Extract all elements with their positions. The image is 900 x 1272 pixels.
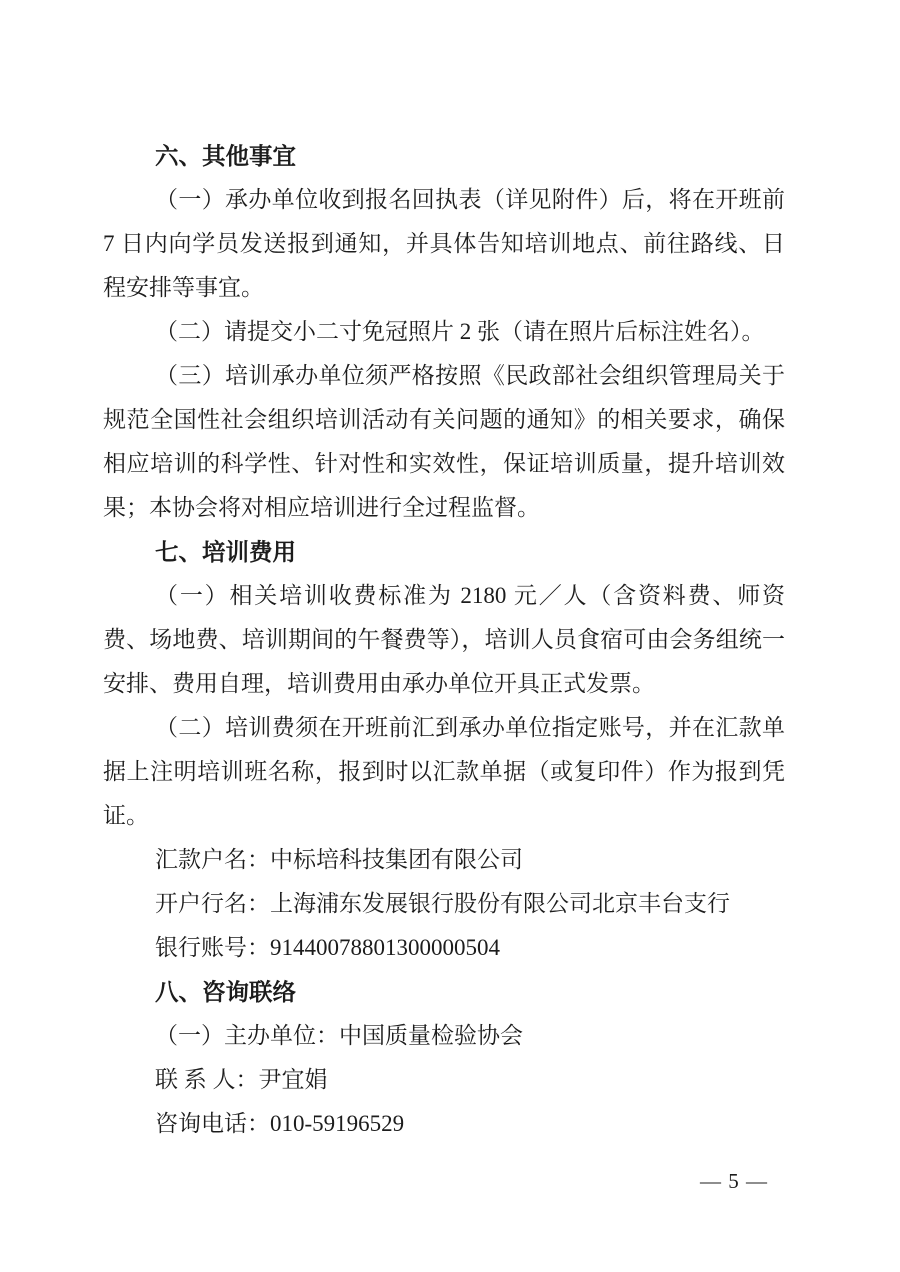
paragraph-photo-requirement: （二）请提交小二寸免冠照片 2 张（请在照片后标注姓名）。 (155, 319, 765, 344)
section-heading-contact: 八、咨询联络 (155, 979, 296, 1005)
paragraph-fee-standard: （一）相关培训收费标准为 2180 元／人（含资料费、师资费、场地费、培训期间的午餐费等），培训人员食宿可由会务组统一安排、费用自理，培训费用由承办单位开具正式发票。 (103, 583, 785, 696)
document-body (103, 134, 785, 1146)
page-number: — 5 — (700, 1169, 768, 1193)
remittance-bank-name-label: 开户行名： (155, 891, 270, 916)
remittance-bank-account-line (103, 926, 785, 970)
contact-phone-value: 010-59196529 (270, 1111, 405, 1136)
paragraph-organizer: （一）主办单位：中国质量检验协会 (155, 1023, 523, 1048)
contact-person-line (103, 1058, 785, 1102)
remittance-account-name-label: 汇款户名： (155, 847, 270, 872)
section-heading-training-fees: 七、培训费用 (155, 539, 296, 565)
contact-phone-line (103, 1102, 785, 1146)
remittance-account-name-value: 中标培科技集团有限公司 (270, 847, 523, 872)
contact-person-label: 联 系 人： (155, 1067, 259, 1092)
section-heading-other-matters: 六、其他事宜 (155, 143, 296, 169)
remittance-bank-name-line (103, 882, 785, 926)
remittance-bank-account-value: 91440078801300000504 (270, 935, 500, 960)
contact-phone-label: 咨询电话： (155, 1111, 270, 1136)
contact-person-value: 尹宜娟 (258, 1067, 328, 1092)
paragraph-registration-notice: （一）承办单位收到报名回执表（详见附件）后，将在开班前 7 日内向学员发送报到通知，并具体告知培训地点、前往路线、日程安排等事宜。 (103, 187, 785, 300)
paragraph-training-regulation: （三）培训承办单位须严格按照《民政部社会组织管理局关于规范全国性社会组织培训活动有关问题的通知》的相关要求，确保相应培训的科学性、针对性和实效性，保证培训质量，提升培训效果；本协会将对相应培训进行全过程监督。 (103, 363, 785, 520)
remittance-bank-account-label: 银行账号： (155, 935, 270, 960)
remittance-bank-name-value: 上海浦东发展银行股份有限公司北京丰台支行 (270, 891, 730, 916)
paragraph-remittance-instruction: （二）培训费须在开班前汇到承办单位指定账号，并在汇款单据上注明培训班名称，报到时以汇款单据（或复印件）作为报到凭证。 (103, 715, 785, 828)
remittance-account-name-line (103, 838, 785, 882)
